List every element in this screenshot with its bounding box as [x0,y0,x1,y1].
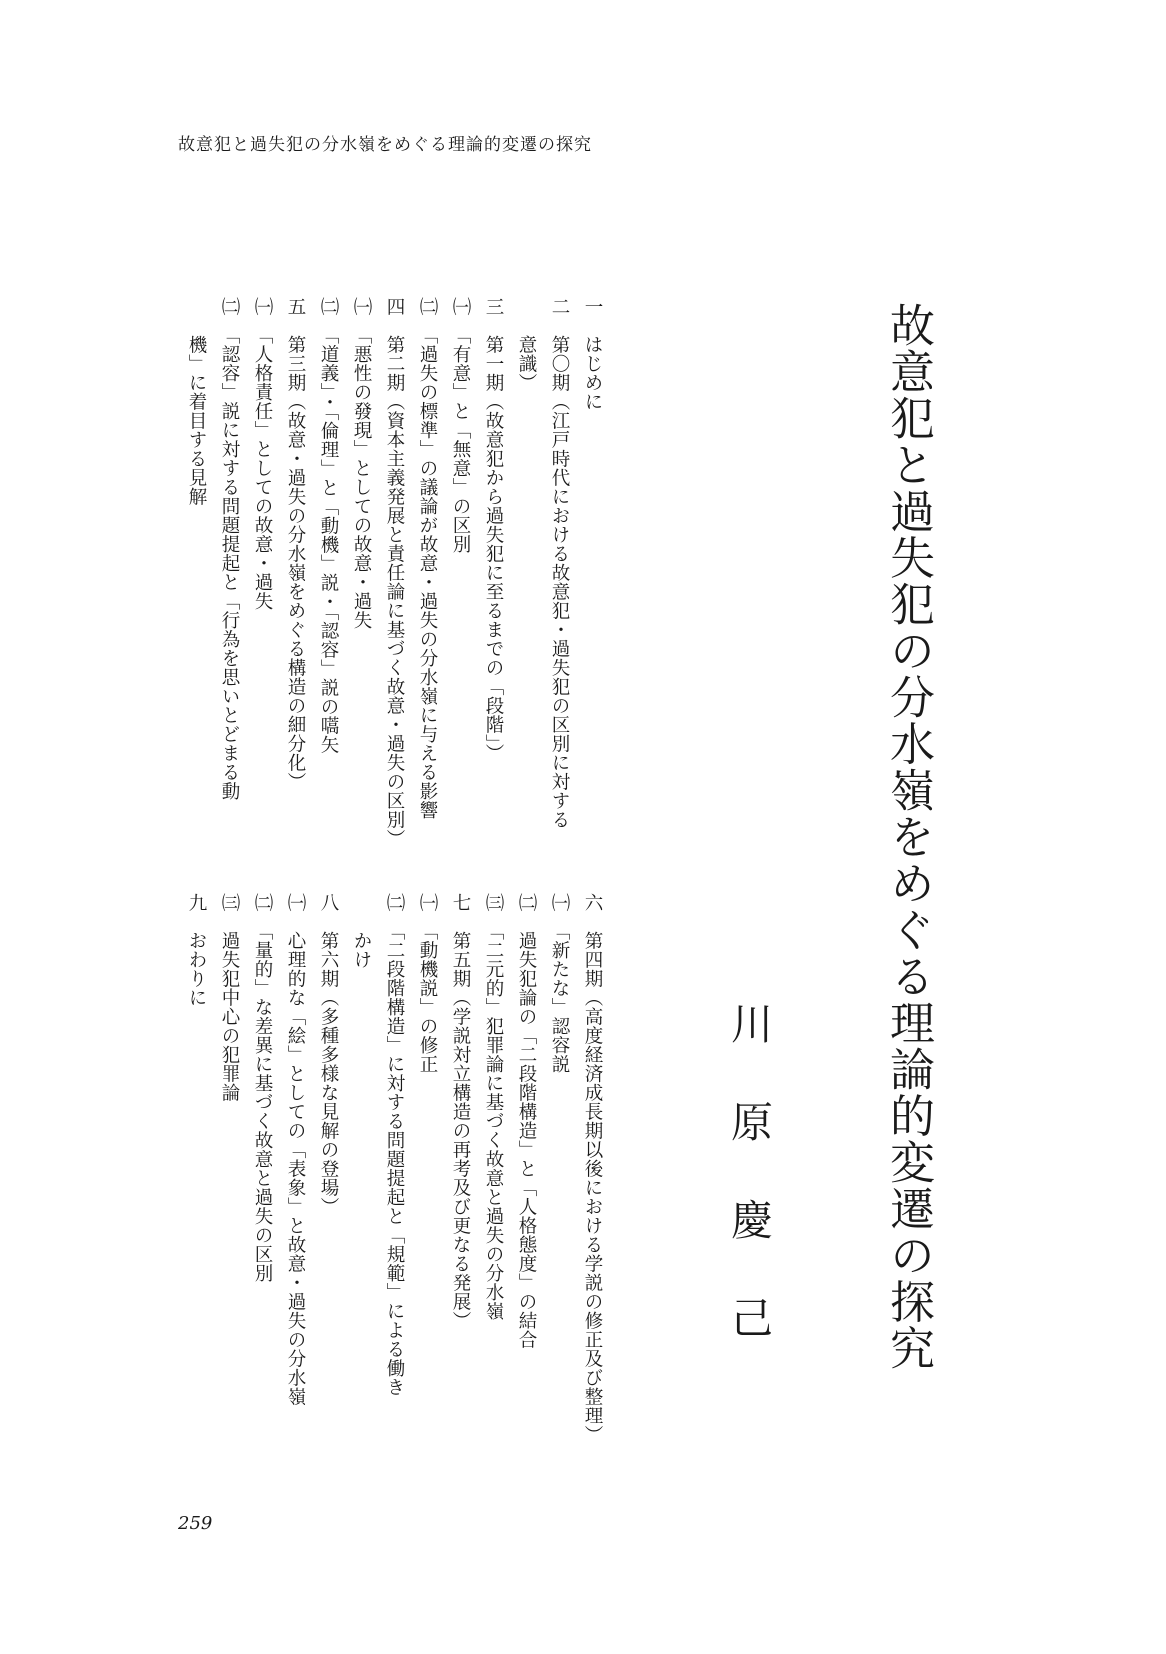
toc-entry-6: 六 第四期（高度経済成長期以後における学説の修正及び整理） [582,893,603,1444]
toc-entry-3-1: ㈠ 「有意」と「無意」の区別 [450,297,471,554]
toc-entry-4-1: ㈠ 「悪性の發現」としての故意・過失 [351,297,372,630]
toc-entry-8-3: ㈢ 過失犯中心の犯罪論 [219,893,240,1102]
toc-entry-3: 三 第一期（故意犯から過失犯に至るまでの「段階」） [483,297,504,763]
toc-entry-9: 九 おわりに [186,893,207,1007]
toc-entry-5: 五 第三期（故意・過失の分水嶺をめぐる構造の細分化） [285,297,306,791]
toc-entry-4-2: ㈡ 「道義」・「倫理」と「動機」説・「認容」説の嚆矢 [318,297,339,754]
toc-entry-3-2: ㈡ 「過失の標準」の議論が故意・過失の分水嶺に与える影響 [417,297,438,820]
toc-entry-7-2: ㈡ 「二段階構造」に対する問題提起と「規範」による働き [384,893,405,1397]
toc-entry-1: 一 はじめに [582,297,603,411]
toc-entry-8: 八 第六期（多種多様な見解の登場） [318,893,339,1216]
toc-entry-6-1: ㈠ 「新たな」認容説 [549,893,570,1074]
table-of-contents-part-2 [180,893,609,1444]
article-title: 故意犯と過失犯の分水嶺をめぐる理論的変遷の探究 [882,302,935,1372]
running-header: 故意犯と過失犯の分水嶺をめぐる理論的変遷の探究 [178,135,592,155]
table-of-contents-part-1 [180,297,609,853]
toc-entry-7: 七 第五期（学説対立構造の再考及び更なる発展） [450,893,471,1330]
toc-entry-5-2-cont: 機」に着目する見解 [186,297,207,506]
toc-entry-8-2: ㈡ 「量的」な差異に基づく故意と過失の区別 [252,893,273,1283]
toc-entry-6-3: ㈢ 「二元的」犯罪論に基づく故意と過失の分水嶺 [483,893,504,1321]
page-number: 259 [178,1513,213,1534]
author-name: 川原慶己 [725,1002,774,1394]
toc-entry-2-cont: 意識） [516,297,537,392]
toc-entry-5-1: ㈠ 「人格責任」としての故意・過失 [252,297,273,611]
toc-entry-6-2: ㈡ 過失犯論の「二段階構造」と「人格態度」の結合 [516,893,537,1349]
toc-entry-5-2: ㈡ 「認容」説に対する問題提起と「行為を思いとどまる動 [219,297,240,801]
toc-entry-8-1: ㈠ 心理的な「絵」としての「表象」と故意・過失の分水嶺 [285,893,306,1406]
toc-entry-2: 二 第〇期（江戸時代における故意犯・過失犯の区別に対する [549,297,570,829]
toc-entry-7-1: ㈠ 「動機説」の修正 [417,893,438,1074]
toc-entry-7-2-cont: かけ [351,893,372,969]
toc-entry-4: 四 第二期（資本主義発展と責任論に基づく故意・過失の区別） [384,297,405,848]
